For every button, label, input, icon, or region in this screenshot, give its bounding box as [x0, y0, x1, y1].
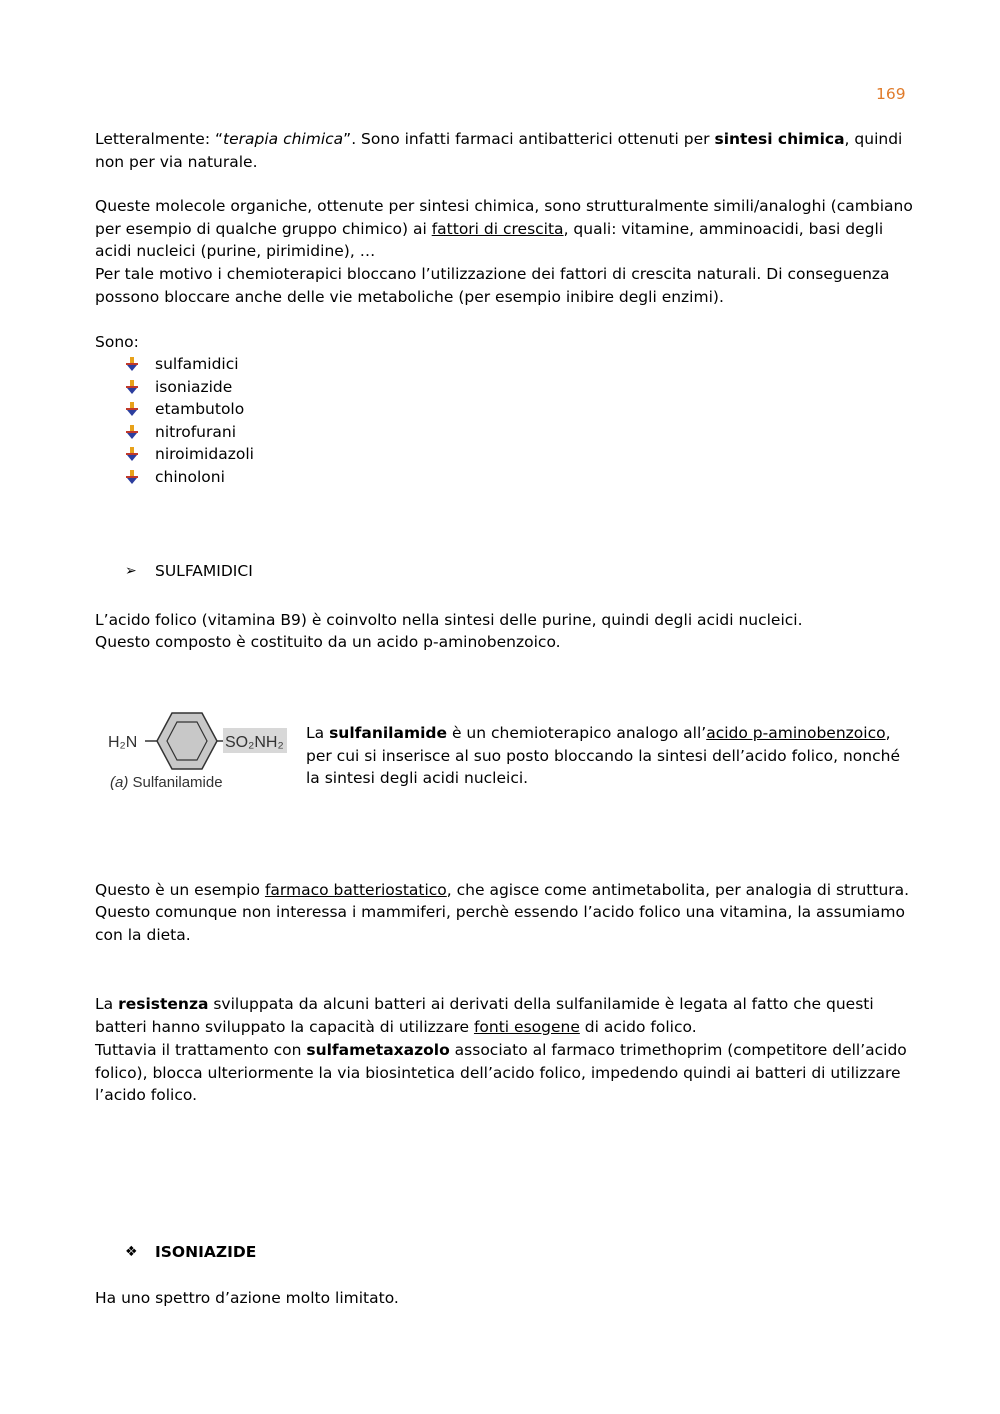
colored-arrow-down-icon [125, 470, 155, 484]
four-diamond-icon: ❖ [125, 1244, 138, 1260]
intro-paragraph-1: Letteralmente: “terapia chimica”. Sono infatti farmaci antibatterici ottenuti per sintesi chimica, quindi non per via naturale. [95, 130, 903, 171]
amino-group-label: H₂N [108, 734, 138, 751]
list-item: isoniazide [125, 376, 254, 399]
colored-arrow-down-icon [125, 357, 155, 371]
arrowhead-icon: ➢ [125, 563, 137, 579]
sulfamidici-paragraph-3: Questo è un esempio farmaco batteriostatico, che agisce come antimetabolita, per analogia di struttura. [95, 881, 910, 899]
sulfamidici-paragraph-2: Questo composto è costituito da un acido p-aminobenzoico. [95, 633, 561, 651]
colored-arrow-down-icon [125, 447, 155, 461]
section-heading-sulfamidici: ➢ SULFAMIDICI [125, 560, 253, 583]
colored-arrow-down-icon [125, 380, 155, 394]
colored-arrow-down-icon [125, 402, 155, 416]
page-number: 169 [876, 85, 906, 103]
list-intro: Sono: [95, 333, 139, 351]
sulfonamide-group-label: SO₂NH₂ [225, 734, 284, 751]
figure-description: La sulfanilamide è un chemioterapico analogo all’acido p-aminobenzoico, per cui si inserisce al suo posto bloccando la sintesi dell’acido folico, nonché la sintesi degli acidi nucleici. [306, 724, 900, 787]
list-item: chinoloni [125, 466, 254, 489]
sulfamidici-paragraph-1: L’acido folico (vitamina B9) è coinvolto nella sintesi delle purine, quindi degli acidi nucleici. [95, 611, 803, 629]
list-item: nitrofurani [125, 421, 254, 444]
sulfamidici-paragraph-4: Questo comunque non interessa i mammiferi, perchè essendo l’acido folico una vitamina, la assumiamo con la dieta. [95, 903, 906, 944]
sulfamidici-paragraph-6: Tuttavia il trattamento con sulfametaxazolo associato al farmaco trimethoprim (competitore dell’acido folico), blocca ulteriormente la via biosintetica dell’acido folico, impedendo quindi ai batteri di utilizzare l’acido folico. [95, 1041, 907, 1104]
list-item: etambutolo [125, 398, 254, 421]
list-item: niroimidazoli [125, 443, 254, 466]
isoniazide-paragraph-1: Ha uno spettro d’azione molto limitato. [95, 1289, 399, 1307]
colored-arrow-down-icon [125, 425, 155, 439]
intro-paragraph-3: Per tale motivo i chemioterapici bloccano l’utilizzazione dei fattori di crescita naturali. Di conseguenza possono bloccare anche delle vie metaboliche (per esempio inibire degli enzimi). [95, 265, 890, 306]
intro-paragraph-2: Queste molecole organiche, ottenute per sintesi chimica, sono strutturalmente simili/analoghi (cambiano per esempio di qualche gruppo chimico) ai fattori di crescita, quali: vitamine, amminoacidi, basi degli acidi nucleici (purine, pirimidine), … [95, 197, 913, 260]
sulfanilamide-structure [105, 705, 295, 800]
sulfamidici-paragraph-5: La resistenza sviluppata da alcuni batteri ai derivati della sulfanilamide è legata al fatto che questi batteri hanno sviluppato la capacità di utilizzare fonti esogene di acido folico. [95, 995, 874, 1036]
figure-caption: (a) Sulfanilamide [110, 774, 223, 791]
list-item: sulfamidici [125, 353, 254, 376]
section-heading-isoniazide: ❖ ISONIAZIDE [125, 1241, 256, 1264]
drug-list [125, 353, 254, 488]
